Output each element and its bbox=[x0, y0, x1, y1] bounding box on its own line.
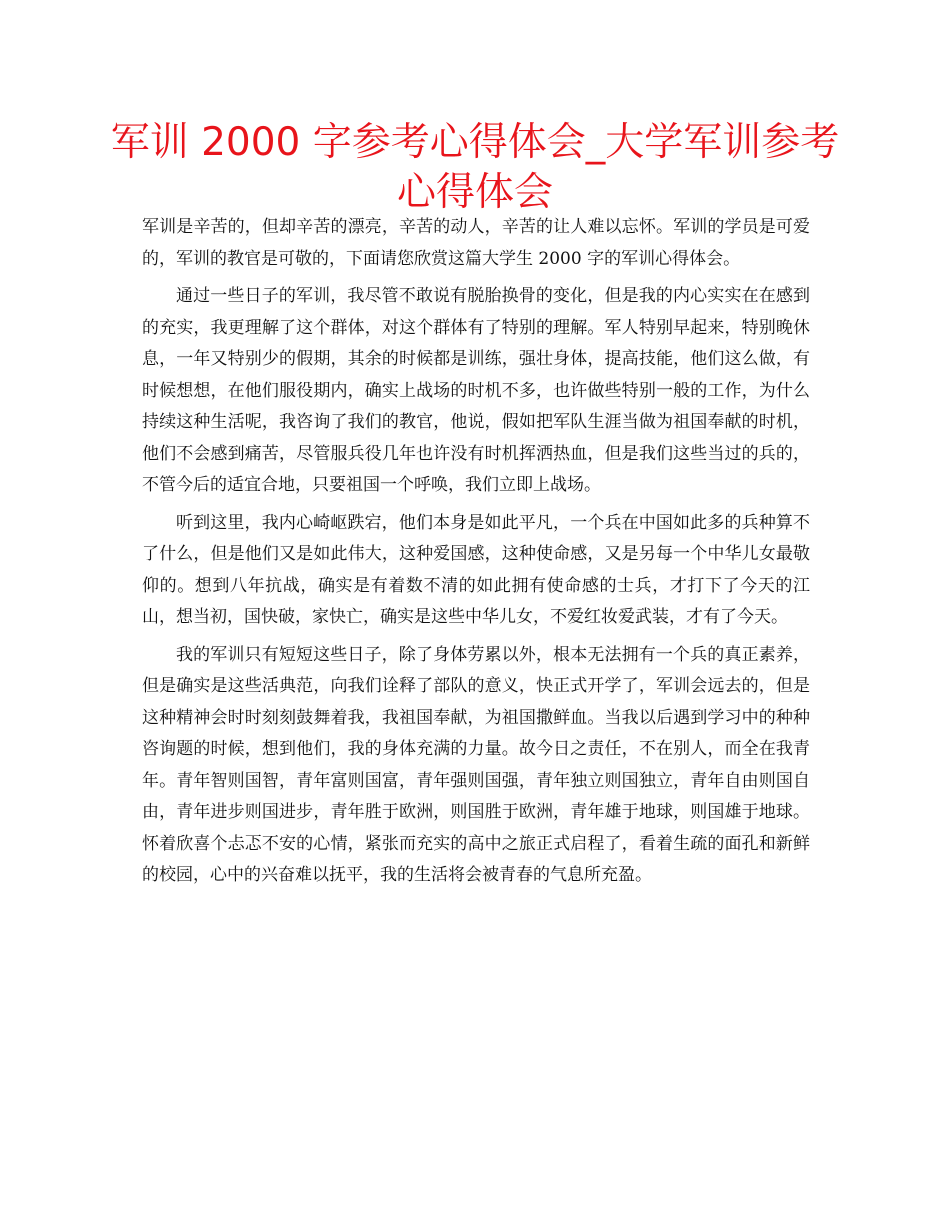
document-title: 军训 2000 字参考心得体会_大学军训参考心得体会 bbox=[110, 120, 840, 215]
paragraph-reflection: 我的军训只有短短这些日子，除了身体劳累以外，根本无法拥有一个兵的真正素养，但是确实是这些活典范，向我们诠释了部队的意义，快正式开学了，军训会远去的，但是这种精神会时时刻刻鼓舞着我，我祖国奉献，为祖国撒鲜血。当我以后遇到学习中的种种咨询题的时候，想到他们，我的身体充满的力量。故今日之责任，不在别人，而全在我青年。青年智则国智，青年富则国富，青年强则国强，青年独立则国独立，青年自由则国自由，青年进步则国进步，青年胜于欧洲，则国胜于欧洲，青年雄于地球，则国雄于地球。怀着欣喜个忐忑不安的心情，紧张而充实的高中之旅正式启程了，看着生疏的面孔和新鲜的校园，心中的兴奋难以抚平，我的生活将会被青春的气息所充盈。 bbox=[142, 644, 810, 885]
paragraph-military-life: 通过一些日子的军训，我尽管不敢说有脱胎换骨的变化，但是我的内心实实在在感到的充实，我更理解了这个群体，对这个群体有了特别的理解。军人特别早起来，特别晚休息，一年又特别少的假期，其余的时候都是训练，强壮身体，提高技能，他们这么做，有时候想想，在他们服役期内，确实上战场的时机不多，也许做些特别一般的工作，为什么持续这种生活呢，我咨询了我们的教官，他说，假如把军队生涯当做为祖国奉献的时机，他们不会感到痛苦，尽管服兵役几年也许没有时机挥洒热血，但是我们这些当过的兵的，不管今后的适宜合地，只要祖国一个呼唤，我们立即上战场。 bbox=[142, 286, 810, 495]
paragraph-patriotism: 听到这里，我内心崎岖跌宕，他们本身是如此平凡，一个兵在中国如此多的兵种算不了什么，但是他们又是如此伟大，这种爱国感，这种使命感，又是另每一个中华儿女最敬仰的。想到八年抗战，确实是有着数不清的如此拥有使命感的士兵，才打下了今天的江山，想当初，国快破，家快亡，确实是这些中华儿女，不爱红妆爱武装，才有了今天。 bbox=[142, 512, 810, 627]
paragraph-intro: 军训是辛苦的，但却辛苦的漂亮，辛苦的动人，辛苦的让人难以忘怀。军训的学员是可爱的，军训的教官是可敬的，下面请您欣赏这篇大学生 2000 字的军训心得体会。 bbox=[142, 217, 810, 269]
document-body bbox=[142, 212, 810, 898]
